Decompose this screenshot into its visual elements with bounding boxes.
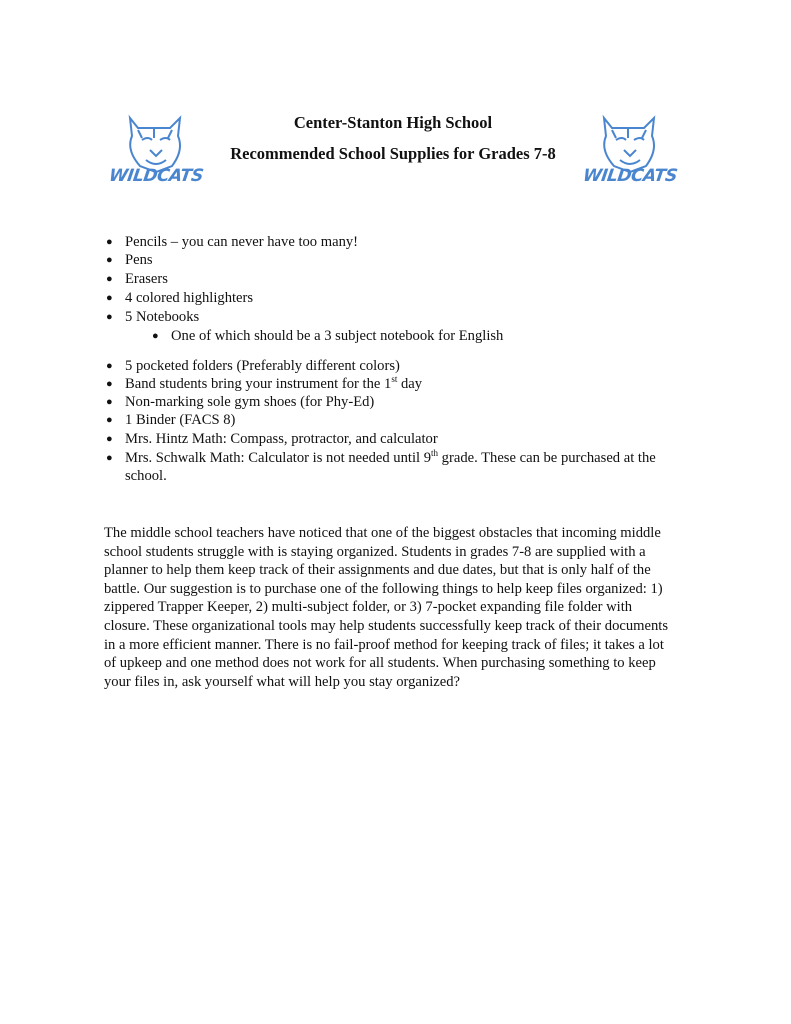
list-item xyxy=(106,251,153,269)
item-text: 5 Notebooks xyxy=(125,309,200,325)
bullet-icon: ● xyxy=(106,452,113,464)
list-item xyxy=(106,411,236,429)
item-text: Band students bring your instrument for the 1 xyxy=(125,376,392,392)
item-text: Pencils – you can never have too many! xyxy=(125,234,359,250)
bullet-icon: ● xyxy=(106,273,113,285)
logo-text: WILDCATS xyxy=(581,166,679,186)
paragraph-line: school students struggle with is staying organized. Students in grades 7-8 are supplied with a xyxy=(104,543,646,560)
item-text: 4 colored highlighters xyxy=(125,290,254,306)
bullet-icon: ● xyxy=(106,396,113,408)
item-text: One of which should be a 3 subject notebook for English xyxy=(171,328,504,344)
paragraph-line: of upkeep and one method does not work for all students. When purchasing something to keep xyxy=(104,655,656,672)
bullet-icon: ● xyxy=(152,330,159,342)
superscript: th xyxy=(431,448,439,459)
bullet-icon: ● xyxy=(106,360,113,372)
item-text: Mrs. Schwalk Math: Calculator is not needed until 9 xyxy=(125,450,432,466)
paragraph-line: battle. Our suggestion is to purchase one of the following things to help keep files organized: 1) xyxy=(104,580,663,597)
list-item xyxy=(106,289,254,307)
item-text: Erasers xyxy=(125,271,168,287)
list-item xyxy=(106,430,438,448)
page-title: Recommended School Supplies for Grades 7-8 xyxy=(230,144,556,163)
organization-paragraph xyxy=(104,524,668,691)
paragraph-line: The middle school teachers have noticed that one of the biggest obstacles that incoming middle xyxy=(104,525,661,541)
school-name: Center-Stanton High School xyxy=(293,113,493,132)
bullet-icon: ● xyxy=(106,378,113,390)
paragraph-line: closure. These organizational tools may help students successfully keep track of their documents xyxy=(104,617,669,634)
paragraph-line: your files in, ask yourself what will help you stay organized? xyxy=(104,673,460,690)
list-item xyxy=(106,308,200,326)
bullet-icon: ● xyxy=(106,414,113,426)
item-text: 5 pocketed folders (Preferably different colors) xyxy=(125,358,400,374)
paragraph-line: planner to help them keep track of their assignments and due dates, but that is only half of the xyxy=(104,562,651,579)
item-text-cont: grade. These can be purchased at the xyxy=(438,450,656,466)
paragraph-line: zippered Trapper Keeper, 2) multi-subject folder, or 3) 7-pocket expanding file folder with xyxy=(104,599,633,616)
item-text-wrap: school. xyxy=(125,468,167,484)
item-text: Mrs. Hintz Math: Compass, protractor, and calculator xyxy=(125,431,438,447)
item-text-cont: day xyxy=(397,376,423,392)
list-item xyxy=(106,393,375,411)
bullet-icon: ● xyxy=(106,433,113,445)
list-item xyxy=(106,374,423,393)
list-item xyxy=(106,233,359,251)
bullet-icon: ● xyxy=(106,311,113,323)
list-item xyxy=(106,270,168,288)
list-item xyxy=(106,357,400,375)
bullet-icon: ● xyxy=(106,254,113,266)
paragraph-line: in a more efficient manner. There is no fail-proof method for keeping track of files; it takes a lot xyxy=(104,636,664,653)
item-text: Pens xyxy=(125,252,153,268)
item-text: Non-marking sole gym shoes (for Phy-Ed) xyxy=(125,394,375,410)
bullet-icon: ● xyxy=(106,292,113,304)
superscript: st xyxy=(391,374,398,385)
item-text: 1 Binder (FACS 8) xyxy=(125,412,236,428)
list-item xyxy=(152,327,504,345)
logo-text: WILDCATS xyxy=(107,166,205,186)
bullet-icon: ● xyxy=(106,236,113,248)
list-item xyxy=(106,448,656,485)
